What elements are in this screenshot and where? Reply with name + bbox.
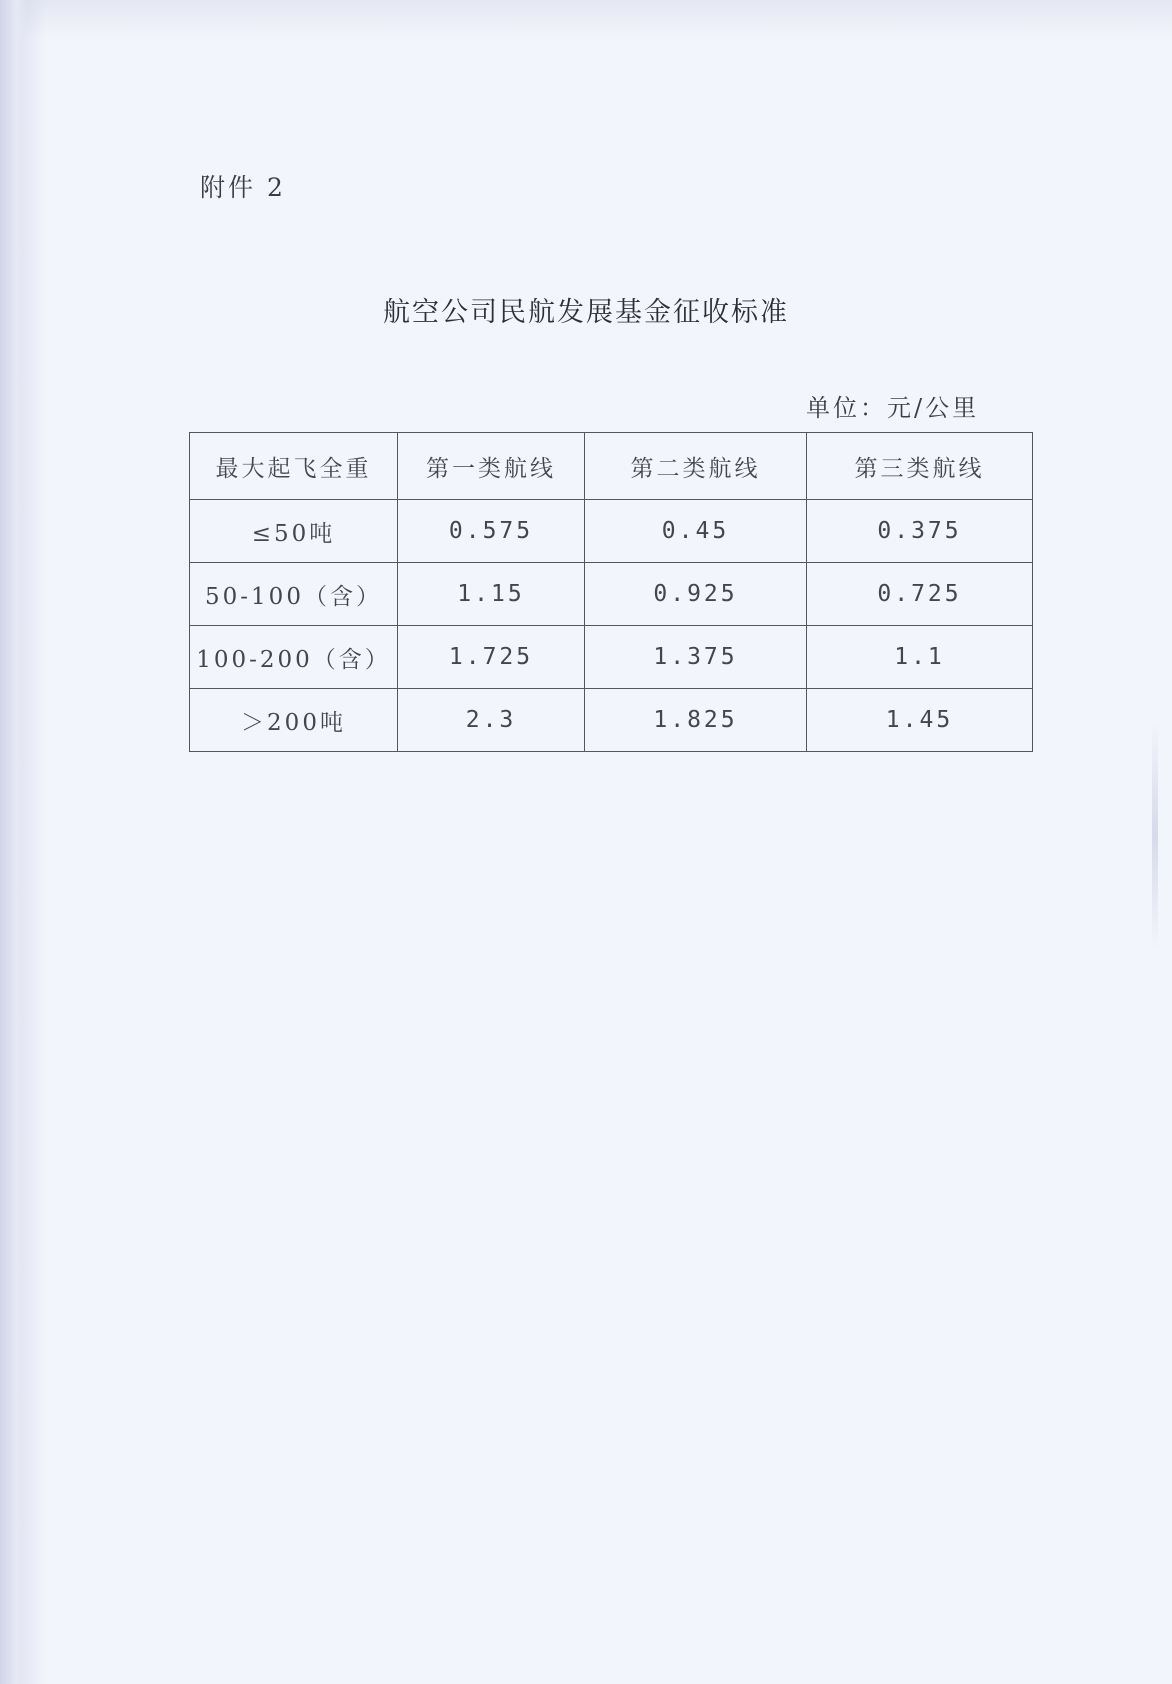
rate-cell: 1.825: [585, 689, 807, 752]
rate-cell: 1.15: [398, 563, 585, 626]
rate-cell: 0.375: [807, 500, 1033, 563]
table-row: [190, 500, 1033, 563]
rate-cell: 0.45: [585, 500, 807, 563]
table-header-row: [190, 433, 1033, 500]
rate-cell: 1.725: [398, 626, 585, 689]
table-row: [190, 689, 1033, 752]
rate-cell: 1.1: [807, 626, 1033, 689]
header-route-class-3: 第三类航线: [807, 433, 1033, 500]
weight-range-cell: ＞200吨: [190, 689, 398, 752]
rate-cell: 0.725: [807, 563, 1033, 626]
header-max-takeoff-weight: 最大起飞全重: [190, 433, 398, 500]
attachment-label: 附件 2: [200, 173, 286, 202]
rate-cell: 1.375: [585, 626, 807, 689]
fee-standard-table: [189, 432, 1033, 752]
unit-note: 单位：元/公里: [806, 394, 980, 422]
document-title: 航空公司民航发展基金征收标准: [383, 297, 789, 328]
rate-cell: 1.45: [807, 689, 1033, 752]
header-route-class-1: 第一类航线: [398, 433, 585, 500]
scan-edge-shadow: [0, 0, 28, 1684]
weight-range-cell: 50-100（含）: [190, 563, 398, 626]
scan-edge-mark: [1152, 720, 1158, 950]
rate-cell: 0.925: [585, 563, 807, 626]
weight-range-cell: ≤50吨: [190, 500, 398, 563]
weight-range-cell: 100-200（含）: [190, 626, 398, 689]
rate-cell: 0.575: [398, 500, 585, 563]
rate-cell: 2.3: [398, 689, 585, 752]
table-row: [190, 563, 1033, 626]
table-row: [190, 626, 1033, 689]
header-route-class-2: 第二类航线: [585, 433, 807, 500]
